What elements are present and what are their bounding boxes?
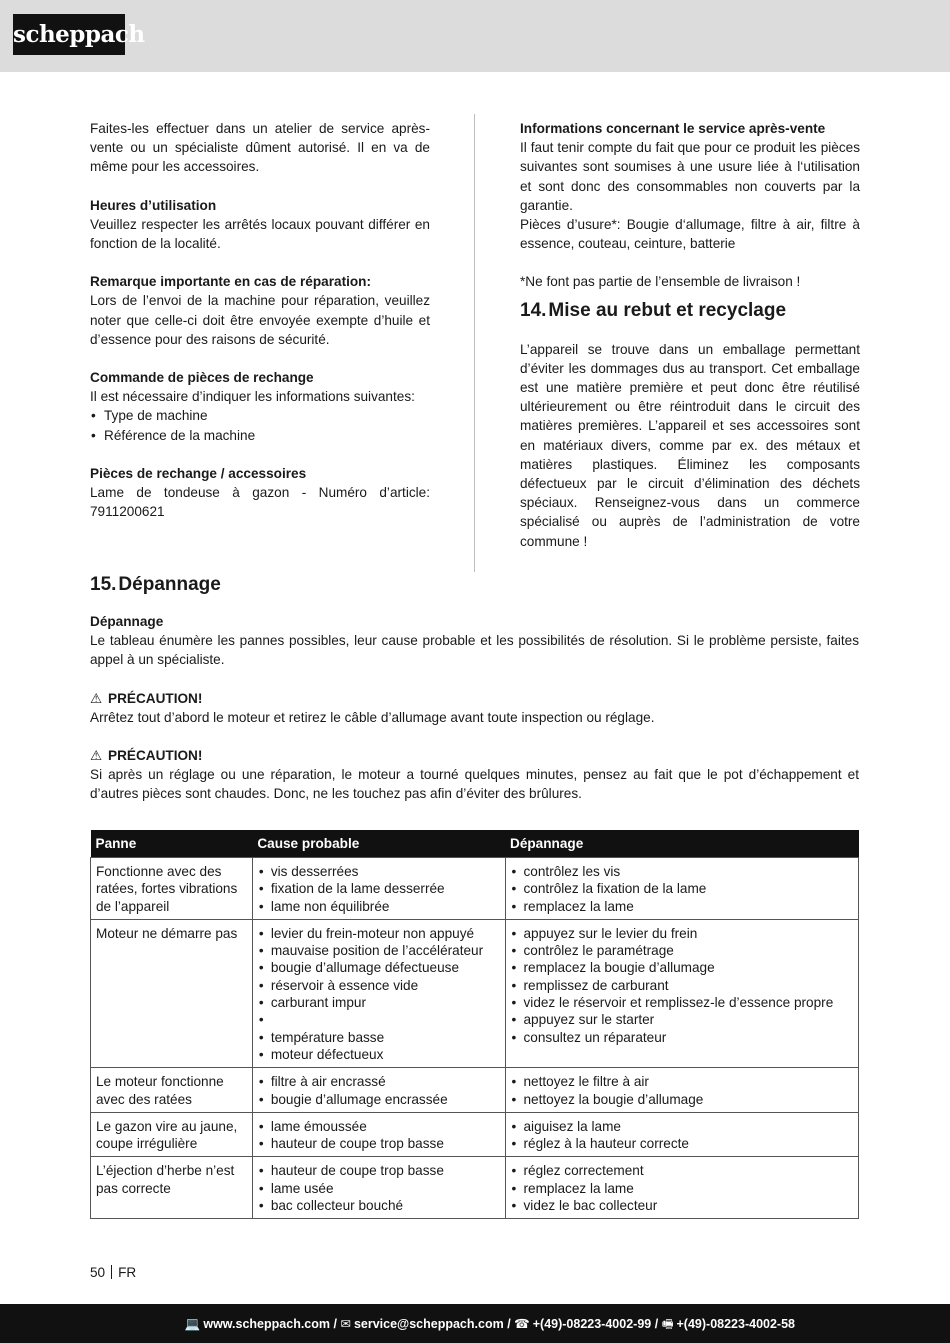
list-item: • mauvaise position de l’accélérateur — [258, 942, 500, 959]
footer-separator: / — [507, 1317, 511, 1331]
section-15-title-text: Dépannage — [118, 574, 221, 595]
panne-cell: Fonctionne avec des ratées, fortes vibrations de l’appareil — [91, 858, 253, 920]
list-item: • carburant impur — [258, 994, 500, 1011]
left-column — [90, 119, 430, 540]
caution-heading-1 — [90, 689, 859, 708]
section-15-title — [90, 573, 859, 597]
panne-cell: Le gazon vire au jaune, coupe irrégulière — [91, 1112, 253, 1157]
list-item: • Type de machine — [90, 406, 430, 425]
email-link[interactable]: service@scheppach.com — [353, 1317, 504, 1331]
brand-logo: scheppach — [13, 14, 125, 55]
warning-icon: ⚠ — [90, 748, 103, 764]
list-item: • vis desserrées — [258, 863, 500, 880]
spare-parts-block — [90, 464, 430, 522]
list-item: • Référence de la machine — [90, 426, 430, 445]
fix-cell — [505, 1157, 859, 1219]
fix-cell — [505, 1112, 859, 1157]
cause-cell — [252, 1157, 505, 1219]
page-language: FR — [118, 1265, 137, 1280]
list-spacer — [258, 1011, 500, 1028]
fix-cell — [505, 858, 859, 920]
list-item: • nettoyez la bougie d’allumage — [511, 1091, 854, 1108]
header-depannage: Dépannage — [505, 830, 859, 858]
page-number-value: 50 — [90, 1265, 106, 1280]
list-item: • nettoyez le filtre à air — [511, 1073, 854, 1090]
cause-cell — [252, 1112, 505, 1157]
page-header — [0, 0, 950, 72]
cause-cell — [252, 919, 505, 1067]
page-footer — [0, 1304, 950, 1343]
list-item: • fixation de la lame desserrée — [258, 880, 500, 897]
page-number — [90, 1264, 136, 1282]
list-item: • videz le bac collecteur — [511, 1197, 854, 1214]
cause-cell — [252, 1068, 505, 1113]
table-row — [91, 858, 859, 920]
right-column — [520, 119, 860, 570]
list-item: • contrôlez les vis — [511, 863, 854, 880]
footer-separator: / — [654, 1317, 659, 1331]
table-row — [91, 1157, 859, 1219]
list-item: • lame non équilibrée — [258, 898, 500, 915]
fix-cell — [505, 1068, 859, 1113]
panne-cell: Moteur ne démarre pas — [91, 919, 253, 1067]
mail-icon: ✉ — [340, 1317, 351, 1331]
list-item: • aiguisez la lame — [511, 1118, 854, 1135]
page-separator — [111, 1265, 112, 1279]
caution-block-2 — [90, 746, 859, 804]
list-item: • moteur défectueux — [258, 1046, 500, 1063]
list-item: • hauteur de coupe trop basse — [258, 1162, 500, 1179]
spare-order-heading: Commande de pièces de rechange — [90, 370, 314, 386]
contact-line — [185, 1315, 795, 1334]
list-item: • réglez correctement — [511, 1162, 854, 1179]
list-item: • réglez à la hauteur correcte — [511, 1135, 854, 1152]
list-item: • videz le réservoir et remplissez-le d’essence propre — [511, 994, 854, 1011]
fix-cell — [505, 919, 859, 1067]
warning-icon: ⚠ — [90, 690, 103, 706]
fax-icon: 🖷 — [661, 1317, 674, 1331]
repair-note-text: Lors de l’envoi de la machine pour réparation, veuillez noter que celle-ci doit être envoyée exempte d’huile et d’essence pour des raisons de sécurité. — [90, 293, 430, 347]
list-item: • lame usée — [258, 1180, 500, 1197]
list-item: • appuyez sur le starter — [511, 1011, 854, 1028]
cause-cell — [252, 858, 505, 920]
fax-number: +(49)-08223-4002-58 — [676, 1317, 795, 1331]
list-item: • remplacez la bougie d’allumage — [511, 959, 854, 976]
panne-cell: L’éjection d’herbe n’est pas correcte — [91, 1157, 253, 1219]
table-row — [91, 919, 859, 1067]
service-info-text: Il faut tenir compte du fait que pour ce produit les pièces suivantes sont soumises à une usure liée à l‘utilisation et sont donc des consommables non couverts par la garantie. — [520, 140, 860, 213]
list-item: • filtre à air encrassé — [258, 1073, 500, 1090]
hours-heading: Heures d’utilisation — [90, 197, 217, 213]
caution-heading-2 — [90, 746, 859, 765]
list-item: • levier du frein-moteur non appuyé — [258, 925, 500, 942]
troubleshooting-subheading: Dépannage — [90, 614, 164, 629]
intro-text: Faites-les effectuer dans un atelier de service après-vente ou un spécialiste dûment autorisé. Il en va de même pour les accessoires. — [90, 121, 430, 175]
section-15 — [90, 573, 859, 823]
list-item: • réservoir à essence vide — [258, 977, 500, 994]
column-divider — [474, 114, 475, 572]
table-row — [91, 1112, 859, 1157]
list-item: • remplacez la lame — [511, 898, 854, 915]
caution-block-1 — [90, 689, 859, 727]
website-link[interactable]: www.scheppach.com — [203, 1317, 330, 1331]
caution-label: PRÉCAUTION! — [108, 690, 203, 706]
hours-block — [90, 196, 430, 254]
computer-icon: 💻 — [184, 1317, 201, 1331]
table-row — [91, 1068, 859, 1113]
list-item: • bougie d’allumage encrassée — [258, 1091, 500, 1108]
section-14-text: L’appareil se trouve dans un emballage permettant d’éviter les dommages dus au transport. Cet emballage est une matière première et peut donc être réutilisé ultérieurement ou être réintroduit dans le circuit des matières premières. L’appareil et ses accessoires sont en matériaux divers, comme par ex. des métaux et matières plastiques. Éliminez les composants défectueux par le circuit d’élimination des déchets spéciaux. Renseignez-vous dans un commerce spécialisé ou auprès de l’administration de votre commune ! — [520, 341, 860, 549]
spare-order-block — [90, 368, 430, 445]
phone-icon: ☎ — [514, 1317, 530, 1331]
caution-label: PRÉCAUTION! — [108, 748, 203, 764]
service-info-heading: Informations concernant le service après-vente — [520, 121, 826, 136]
troubleshooting-table — [90, 830, 859, 1219]
service-info-block — [520, 119, 860, 253]
repair-note-heading: Remarque importante en cas de réparation: — [90, 274, 372, 290]
panne-cell: Le moteur fonctionne avec des ratées — [91, 1068, 253, 1113]
list-item: • appuyez sur le levier du frein — [511, 925, 854, 942]
list-item: • température basse — [258, 1029, 500, 1046]
spare-order-text: Il est nécessaire d’indiquer les informations suivantes: — [90, 389, 415, 405]
troubleshooting-intro: Le tableau énumère les pannes possibles, leur cause probable et les possibilités de résolution. Si le problème persiste, faites appel à un spécialiste. — [90, 633, 859, 668]
list-item: • hauteur de coupe trop basse — [258, 1135, 500, 1152]
header-cause: Cause probable — [252, 830, 505, 858]
list-item: • remplissez de carburant — [511, 977, 854, 994]
list-item: • remplacez la lame — [511, 1180, 854, 1197]
list-item: • bac collecteur bouché — [258, 1197, 500, 1214]
phone-number: +(49)-08223-4002-99 — [532, 1317, 652, 1331]
list-item: • lame émoussée — [258, 1118, 500, 1135]
section-14-title — [520, 299, 860, 323]
spare-parts-text: Lame de tondeuse à gazon - Numéro d’article: 7911200621 — [90, 485, 430, 520]
header-panne: Panne — [91, 830, 253, 858]
list-item: • consultez un réparateur — [511, 1029, 854, 1046]
troubleshooting-intro-block — [90, 612, 859, 670]
section-15-number: 15. — [90, 574, 117, 595]
repair-note-block — [90, 272, 430, 349]
wear-parts-text: Pièces d’usure*: Bougie d‘allumage, filtre à air, filtre à essence, couteau, ceinture, batterie — [520, 217, 860, 252]
list-item: • contrôlez la fixation de la lame — [511, 880, 854, 897]
list-item: • bougie d’allumage défectueuse — [258, 959, 500, 976]
table-header-row — [91, 830, 859, 858]
footer-separator: / — [333, 1317, 337, 1331]
spare-parts-heading: Pièces de rechange / accessoires — [90, 465, 307, 481]
list-item: • contrôlez le paramétrage — [511, 942, 854, 959]
section-14-title-text: Mise au rebut et recyclage — [548, 299, 787, 321]
section-14-number: 14. — [520, 299, 547, 321]
caution-text-2: Si après un réglage ou une réparation, le moteur a tourné quelques minutes, pensez au fait que le pot d’échappement et d’autres pièces sont chaudes. Donc, ne les touchez pas afin d’éviter des brûlures. — [90, 767, 859, 802]
spare-order-list — [90, 406, 430, 444]
footnote-text: *Ne font pas partie de l’ensemble de livraison ! — [520, 274, 801, 290]
hours-text: Veuillez respecter les arrêtés locaux pouvant différer en fonction de la localité. — [90, 216, 430, 252]
caution-text-1: Arrêtez tout d’abord le moteur et retirez le câble d’allumage avant toute inspection ou réglage. — [90, 709, 655, 725]
